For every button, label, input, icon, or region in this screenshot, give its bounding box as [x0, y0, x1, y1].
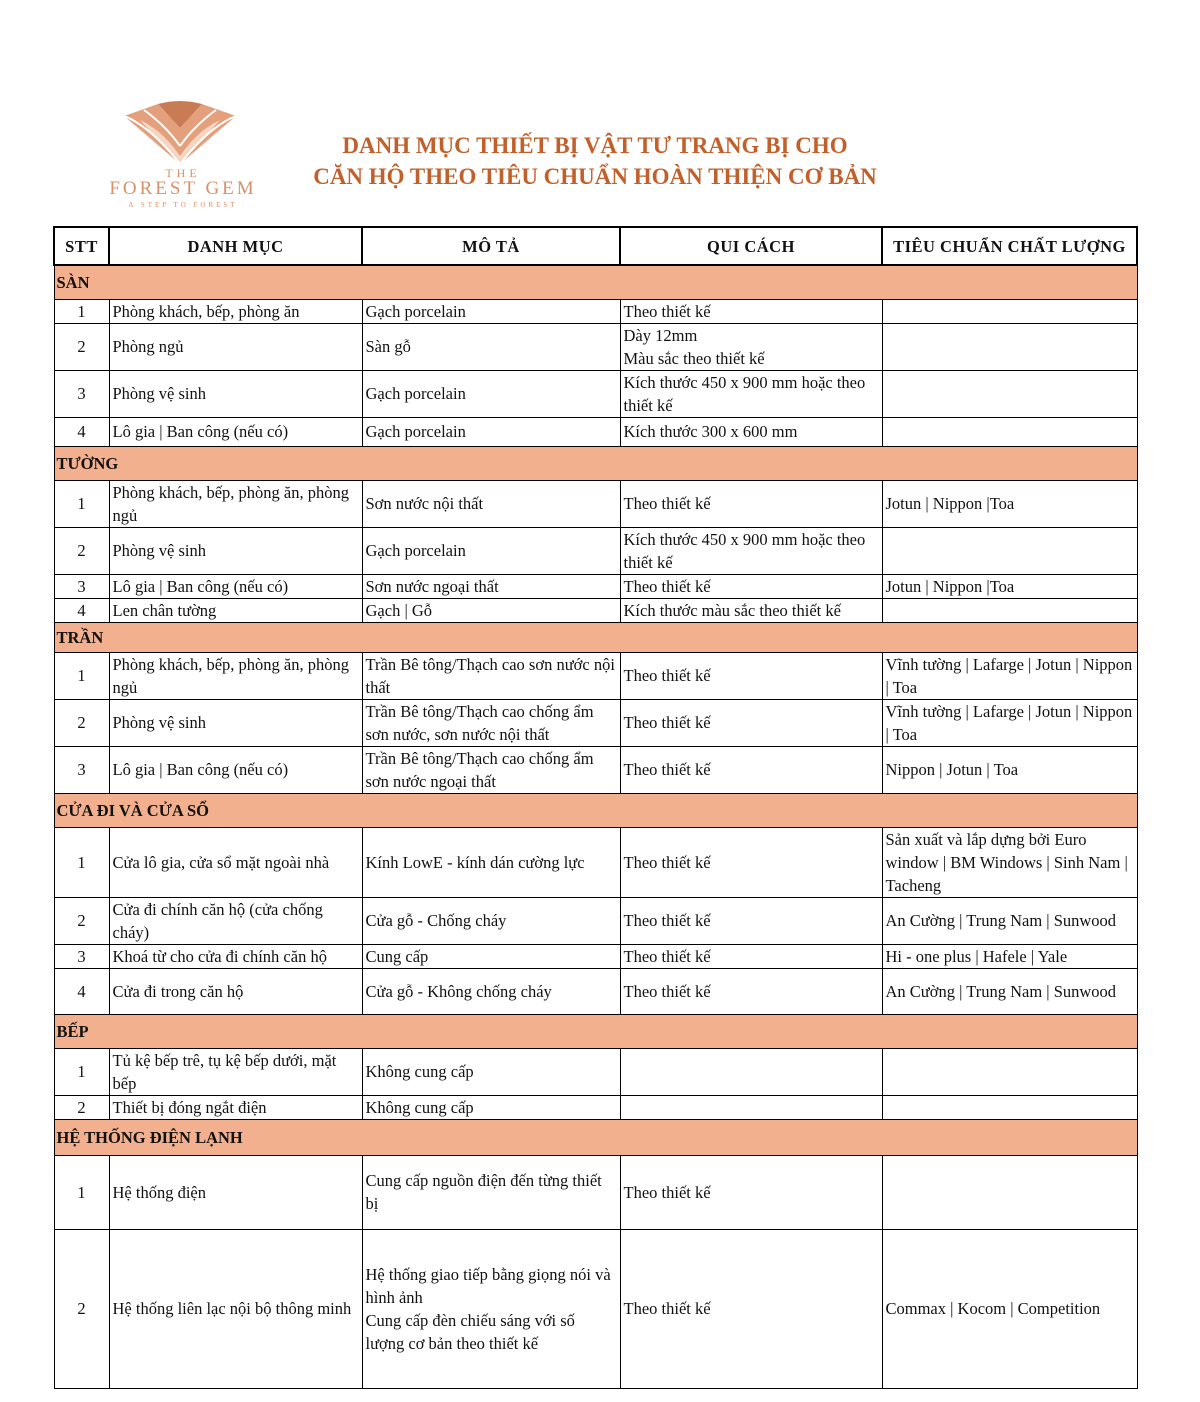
- lotus-icon: [100, 96, 266, 168]
- cell-item: Phòng ngủ: [109, 323, 362, 370]
- cell-stt: 2: [54, 699, 109, 746]
- cell-item: Phòng khách, bếp, phòng ăn, phòng ngủ: [109, 480, 362, 527]
- section-row: [54, 622, 1137, 652]
- cell-desc: Gạch porcelain: [362, 299, 620, 323]
- cell-spec: Theo thiết kế: [620, 968, 882, 1014]
- cell-std: Commax | Kocom | Competition: [882, 1229, 1137, 1388]
- table-row: [54, 370, 1137, 417]
- cell-stt: 1: [54, 827, 109, 897]
- col-header-item: DANH MỤC: [109, 227, 362, 265]
- table-row: [54, 897, 1137, 944]
- cell-std: [882, 370, 1137, 417]
- logo-tagline: A STEP TO FOREST: [128, 201, 238, 209]
- cell-desc: Sơn nước nội thất: [362, 480, 620, 527]
- table-row: [54, 1048, 1137, 1095]
- cell-stt: 4: [54, 968, 109, 1014]
- cell-stt: 1: [54, 299, 109, 323]
- table-row: [54, 699, 1137, 746]
- cell-std: [882, 299, 1137, 323]
- cell-std: An Cường | Trung Nam | Sunwood: [882, 968, 1137, 1014]
- cell-std: [882, 417, 1137, 446]
- cell-stt: 2: [54, 1095, 109, 1119]
- cell-spec: Kích thước 450 x 900 mm hoặc theo thiết kế: [620, 370, 882, 417]
- cell-spec: Theo thiết kế: [620, 897, 882, 944]
- cell-spec: Theo thiết kế: [620, 1229, 882, 1388]
- cell-stt: 3: [54, 746, 109, 793]
- cell-desc: Không cung cấp: [362, 1048, 620, 1095]
- cell-desc: Hệ thống giao tiếp bằng giọng nói và hình ảnh Cung cấp đèn chiếu sáng với số lượng cơ bản theo thiết kế: [362, 1229, 620, 1388]
- cell-spec: Theo thiết kế: [620, 827, 882, 897]
- page-title: [290, 130, 900, 192]
- section-title: HỆ THỐNG ĐIỆN LẠNH: [54, 1119, 1137, 1155]
- cell-desc: Trần Bê tông/Thạch cao chống ẩm sơn nước, sơn nước nội thất: [362, 699, 620, 746]
- col-header-desc: MÔ TẢ: [362, 227, 620, 265]
- cell-stt: 1: [54, 652, 109, 699]
- cell-std: [882, 598, 1137, 622]
- table-row: [54, 652, 1137, 699]
- cell-spec: Theo thiết kế: [620, 480, 882, 527]
- logo: [100, 96, 266, 214]
- table-row: [54, 1095, 1137, 1119]
- cell-desc: Cửa gỗ - Chống cháy: [362, 897, 620, 944]
- section-title: TRẦN: [54, 622, 1137, 652]
- cell-desc: Gạch porcelain: [362, 370, 620, 417]
- logo-the: THE: [165, 166, 201, 180]
- cell-desc: Kính LowE - kính dán cường lực: [362, 827, 620, 897]
- cell-desc: Cung cấp nguồn điện đến từng thiết bị: [362, 1155, 620, 1229]
- cell-desc: Trần Bê tông/Thạch cao sơn nước nội thất: [362, 652, 620, 699]
- col-header-std: TIÊU CHUẨN CHẤT LƯỢNG: [882, 227, 1137, 265]
- cell-std: Jotun | Nippon |Toa: [882, 574, 1137, 598]
- cell-std: Hi - one plus | Hafele | Yale: [882, 944, 1137, 968]
- equipment-table: [53, 226, 1138, 1389]
- cell-desc: Sàn gỗ: [362, 323, 620, 370]
- section-row: [54, 1014, 1137, 1048]
- cell-item: Tủ kệ bếp trê, tụ kệ bếp dưới, mặt bếp: [109, 1048, 362, 1095]
- cell-std: [882, 1155, 1137, 1229]
- cell-std: Sản xuất và lắp dựng bởi Euro window | BM Windows | Sinh Nam | Tacheng: [882, 827, 1137, 897]
- table-row: [54, 746, 1137, 793]
- cell-stt: 2: [54, 323, 109, 370]
- cell-item: Phòng khách, bếp, phòng ăn, phòng ngủ: [109, 652, 362, 699]
- cell-std: [882, 527, 1137, 574]
- table-row: [54, 968, 1137, 1014]
- table-row: [54, 1229, 1137, 1388]
- cell-stt: 3: [54, 574, 109, 598]
- cell-spec: Dày 12mm Màu sắc theo thiết kế: [620, 323, 882, 370]
- table-row: [54, 944, 1137, 968]
- cell-spec: Kích thước 450 x 900 mm hoặc theo thiết kế: [620, 527, 882, 574]
- table-row: [54, 574, 1137, 598]
- cell-item: Lô gia | Ban công (nếu có): [109, 574, 362, 598]
- table-row: [54, 417, 1137, 446]
- logo-name: FOREST GEM: [109, 178, 257, 199]
- cell-stt: 2: [54, 527, 109, 574]
- cell-stt: 4: [54, 598, 109, 622]
- cell-stt: 3: [54, 944, 109, 968]
- cell-item: Phòng vệ sinh: [109, 699, 362, 746]
- cell-item: Len chân tường: [109, 598, 362, 622]
- cell-item: Cửa lô gia, cửa sổ mặt ngoài nhà: [109, 827, 362, 897]
- section-row: [54, 1119, 1137, 1155]
- cell-stt: 1: [54, 480, 109, 527]
- cell-item: Hệ thống liên lạc nội bộ thông minh: [109, 1229, 362, 1388]
- cell-item: Lô gia | Ban công (nếu có): [109, 746, 362, 793]
- cell-stt: 1: [54, 1155, 109, 1229]
- table-row: [54, 827, 1137, 897]
- cell-desc: Sơn nước ngoại thất: [362, 574, 620, 598]
- table-row: [54, 480, 1137, 527]
- cell-item: Lô gia | Ban công (nếu có): [109, 417, 362, 446]
- table-row: [54, 323, 1137, 370]
- cell-spec: [620, 1048, 882, 1095]
- cell-std: [882, 323, 1137, 370]
- cell-desc: Cung cấp: [362, 944, 620, 968]
- cell-spec: Theo thiết kế: [620, 746, 882, 793]
- title-line-2: CĂN HỘ THEO TIÊU CHUẨN HOÀN THIỆN CƠ BẢN: [313, 164, 877, 189]
- cell-spec: Kích thước 300 x 600 mm: [620, 417, 882, 446]
- cell-item: Phòng khách, bếp, phòng ăn: [109, 299, 362, 323]
- cell-spec: Theo thiết kế: [620, 652, 882, 699]
- section-row: [54, 793, 1137, 827]
- cell-stt: 3: [54, 370, 109, 417]
- cell-spec: Theo thiết kế: [620, 574, 882, 598]
- cell-std: [882, 1048, 1137, 1095]
- cell-item: Cửa đi trong căn hộ: [109, 968, 362, 1014]
- cell-std: Vĩnh tường | Lafarge | Jotun | Nippon | Toa: [882, 652, 1137, 699]
- cell-std: Jotun | Nippon |Toa: [882, 480, 1137, 527]
- section-title: CỬA ĐI VÀ CỬA SỔ: [54, 793, 1137, 827]
- cell-item: Phòng vệ sinh: [109, 527, 362, 574]
- cell-spec: Theo thiết kế: [620, 299, 882, 323]
- cell-spec: Theo thiết kế: [620, 699, 882, 746]
- cell-std: An Cường | Trung Nam | Sunwood: [882, 897, 1137, 944]
- cell-item: Phòng vệ sinh: [109, 370, 362, 417]
- table-row: [54, 299, 1137, 323]
- cell-desc: Gạch | Gỗ: [362, 598, 620, 622]
- table-row: [54, 598, 1137, 622]
- cell-stt: 1: [54, 1048, 109, 1095]
- cell-item: Cửa đi chính căn hộ (cửa chống cháy): [109, 897, 362, 944]
- section-row: [54, 265, 1137, 299]
- cell-spec: Theo thiết kế: [620, 1155, 882, 1229]
- cell-item: Hệ thống điện: [109, 1155, 362, 1229]
- table-row: [54, 1155, 1137, 1229]
- cell-spec: [620, 1095, 882, 1119]
- cell-stt: 2: [54, 1229, 109, 1388]
- col-header-stt: STT: [54, 227, 109, 265]
- cell-std: [882, 1095, 1137, 1119]
- section-title: BẾP: [54, 1014, 1137, 1048]
- title-line-1: DANH MỤC THIẾT BỊ VẬT TƯ TRANG BỊ CHO: [342, 133, 848, 158]
- cell-stt: 4: [54, 417, 109, 446]
- header-row: [54, 227, 1137, 265]
- table-body: [54, 265, 1137, 1388]
- cell-desc: Cửa gỗ - Không chống cháy: [362, 968, 620, 1014]
- cell-desc: Gạch porcelain: [362, 527, 620, 574]
- cell-desc: Gạch porcelain: [362, 417, 620, 446]
- cell-item: Thiết bị đóng ngắt điện: [109, 1095, 362, 1119]
- cell-desc: Không cung cấp: [362, 1095, 620, 1119]
- cell-spec: Kích thước màu sắc theo thiết kế: [620, 598, 882, 622]
- cell-std: Vĩnh tường | Lafarge | Jotun | Nippon | Toa: [882, 699, 1137, 746]
- section-title: TƯỜNG: [54, 446, 1137, 480]
- cell-desc: Trần Bê tông/Thạch cao chống ẩm sơn nước ngoại thất: [362, 746, 620, 793]
- col-header-spec: QUI CÁCH: [620, 227, 882, 265]
- section-row: [54, 446, 1137, 480]
- cell-spec: Theo thiết kế: [620, 944, 882, 968]
- cell-item: Khoá từ cho cửa đi chính căn hộ: [109, 944, 362, 968]
- section-title: SÀN: [54, 265, 1137, 299]
- cell-std: Nippon | Jotun | Toa: [882, 746, 1137, 793]
- table-row: [54, 527, 1137, 574]
- cell-stt: 2: [54, 897, 109, 944]
